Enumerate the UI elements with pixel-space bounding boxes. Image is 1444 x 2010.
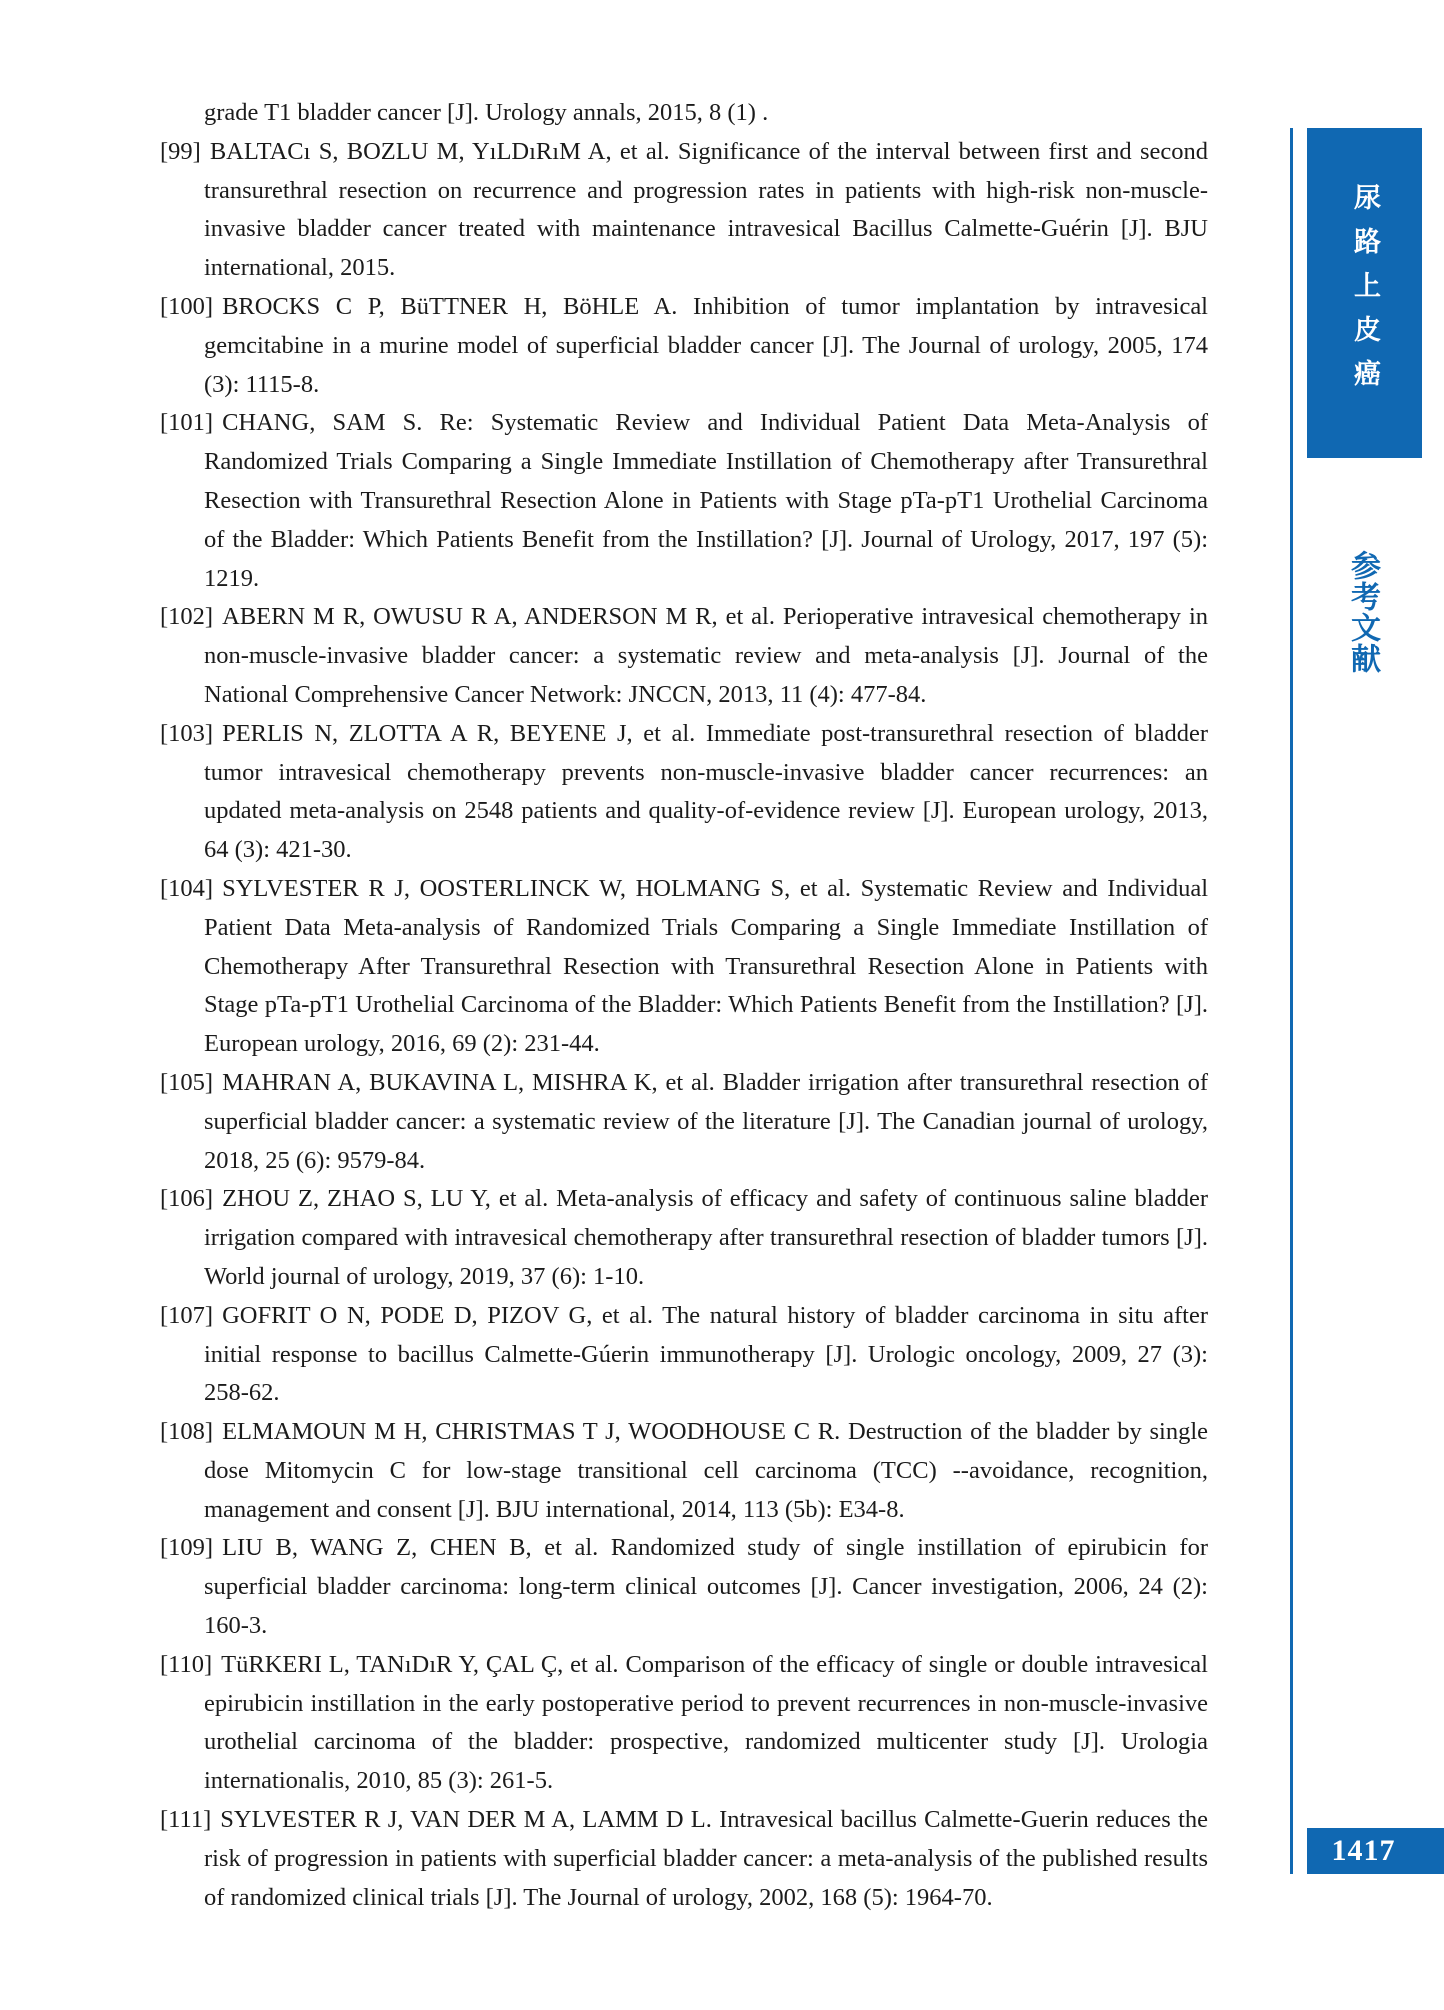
reference-number: [106] [160, 1185, 214, 1213]
chapter-tab-label: 尿路上皮癌 [1350, 183, 1380, 403]
reference-item [160, 598, 1208, 714]
section-label: 参考文献 [1346, 550, 1379, 674]
reference-text: SYLVESTER R J, VAN DER M A, LAMM D L. Intravesical bacillus Calmette-Guerin reduces the risk of progression in patients with superficial bladder cancer: a meta-analysis of the published results of randomized clinical trials [J]. The Journal of urology, 2002, 168 (5): 1964-70. [204, 1806, 1208, 1911]
reference-number: [111] [160, 1806, 212, 1834]
reference-text: BROCKS C P, BüTTNER H, BöHLE A. Inhibition of tumor implantation by intravesical gemcitabine in a murine model of superficial bladder cancer [J]. The Journal of urology, 2005, 174 (3): 1115-8. [204, 292, 1208, 398]
reference-text: ELMAMOUN M H, CHRISTMAS T J, WOODHOUSE C R. Destruction of the bladder by single dose Mitomycin C for low-stage transitional cell carcinoma (TCC) --avoidance, recognition, management and consent [J]. BJU international, 2014, 113 (5b): E34-8. [204, 1418, 1208, 1523]
reference-number: [109] [160, 1534, 214, 1562]
reference-text: LIU B, WANG Z, CHEN B, et al. Randomized study of single instillation of epirubicin for superficial bladder carcinoma: long-term clinical outcomes [J]. Cancer investigation, 2006, 24 (2): 160-3. [204, 1534, 1208, 1640]
reference-number: [103] [160, 719, 214, 747]
reference-text: PERLIS N, ZLOTTA A R, BEYENE J, et al. Immediate post-transurethral resection of bladder tumor intravesical chemotherapy prevents non-muscle-invasive bladder cancer recurrences: an updated meta-analysis on 2548 patients and quality-of-evidence review [J]. European urology, 2013, 64 (3): 421-30. [204, 719, 1208, 864]
reference-number: [102] [160, 603, 214, 631]
reference-number: [100] [160, 292, 214, 320]
reference-text: BALTACı S, BOZLU M, YıLDıRıM A, et al. Significance of the interval between first and second transurethral resection on recurrence and progression rates in patients with high-risk non-muscle-invasive bladder cancer treated with maintenance intravesical Bacillus Calmette-Guérin [J]. BJU international, 2015. [204, 137, 1208, 282]
reference-text: CHANG, SAM S. Re: Systematic Review and Individual Patient Data Meta-Analysis of Randomized Trials Comparing a Single Immediate Instillation of Chemotherapy after Transurethral Resection with Transurethral Resection Alone in Patients with Stage pTa-pT1 Urothelial Carcinoma of the Bladder: Which Patients Benefit from the Instillation? [J]. Journal of Urology, 2017, 197 (5): 1219. [204, 409, 1208, 592]
page-number: 1417 [1331, 1834, 1396, 1867]
reference-number: [110] [160, 1650, 213, 1678]
reference-text: SYLVESTER R J, OOSTERLINCK W, HOLMANG S, et al. Systematic Review and Individual Patient Data Meta-analysis of Randomized Trials Comparing a Single Immediate Instillation of Chemotherapy After Transurethral Resection with Transurethral Resection Alone in Patients with Stage pTa-pT1 Urothelial Carcinoma of the Bladder: Which Patients Benefit from the Instillation? [J]. European urology, 2016, 69 (2): 231-44. [204, 874, 1208, 1058]
reference-text: GOFRIT O N, PODE D, PIZOV G, et al. The natural history of bladder carcinoma in situ after initial response to bacillus Calmette-Gúerin immunotherapy [J]. Urologic oncology, 2009, 27 (3): 258-62. [204, 1301, 1208, 1407]
chapter-tab [1307, 128, 1422, 458]
page-number-box [1307, 1828, 1444, 1874]
reference-number: [104] [160, 874, 214, 902]
reference-item [160, 1529, 1208, 1645]
reference-item [160, 1801, 1208, 1917]
reference-item [160, 1180, 1208, 1296]
reference-number: [108] [160, 1418, 214, 1446]
reference-text: MAHRAN A, BUKAVINA L, MISHRA K, et al. Bladder irrigation after transurethral resection of superficial bladder cancer: a systematic review of the literature [J]. The Canadian journal of urology, 2018, 25 (6): 9579-84. [204, 1068, 1208, 1174]
reference-continuation [160, 94, 1208, 133]
reference-number: [105] [160, 1068, 214, 1096]
reference-text: ABERN M R, OWUSU R A, ANDERSON M R, et al. Perioperative intravesical chemotherapy in non-muscle-invasive bladder cancer: a systematic review and meta-analysis [J]. Journal of the National Comprehensive Cancer Network: JNCCN, 2013, 11 (4): 477-84. [204, 603, 1208, 708]
reference-text: grade T1 bladder cancer [J]. Urology annals, 2015, 8 (1) . [204, 99, 769, 126]
reference-text: TüRKERI L, TANıDıR Y, ÇAL Ç, et al. Comparison of the efficacy of single or double intravesical epirubicin instillation in the early postoperative period to prevent recurrences in non-muscle-invasive urothelial carcinoma of the bladder: prospective, randomized multicenter study [J]. Urologia internationalis, 2010, 85 (3): 261-5. [204, 1650, 1208, 1795]
reference-item [160, 1297, 1208, 1413]
reference-item [160, 1413, 1208, 1529]
reference-number: [107] [160, 1301, 214, 1329]
reference-item [160, 715, 1208, 870]
reference-number: [99] [160, 137, 201, 165]
reference-text: ZHOU Z, ZHAO S, LU Y, et al. Meta-analysis of efficacy and safety of continuous saline bladder irrigation compared with intravesical chemotherapy after transurethral resection of bladder tumors [J]. World journal of urology, 2019, 37 (6): 1-10. [204, 1185, 1208, 1290]
references-list [160, 94, 1208, 1917]
reference-item [160, 1646, 1208, 1801]
reference-item [160, 133, 1208, 288]
reference-item [160, 404, 1208, 598]
reference-item [160, 1064, 1208, 1180]
reference-number: [101] [160, 409, 214, 437]
sidebar-rule [1290, 128, 1293, 1874]
reference-item [160, 288, 1208, 404]
reference-item [160, 870, 1208, 1064]
